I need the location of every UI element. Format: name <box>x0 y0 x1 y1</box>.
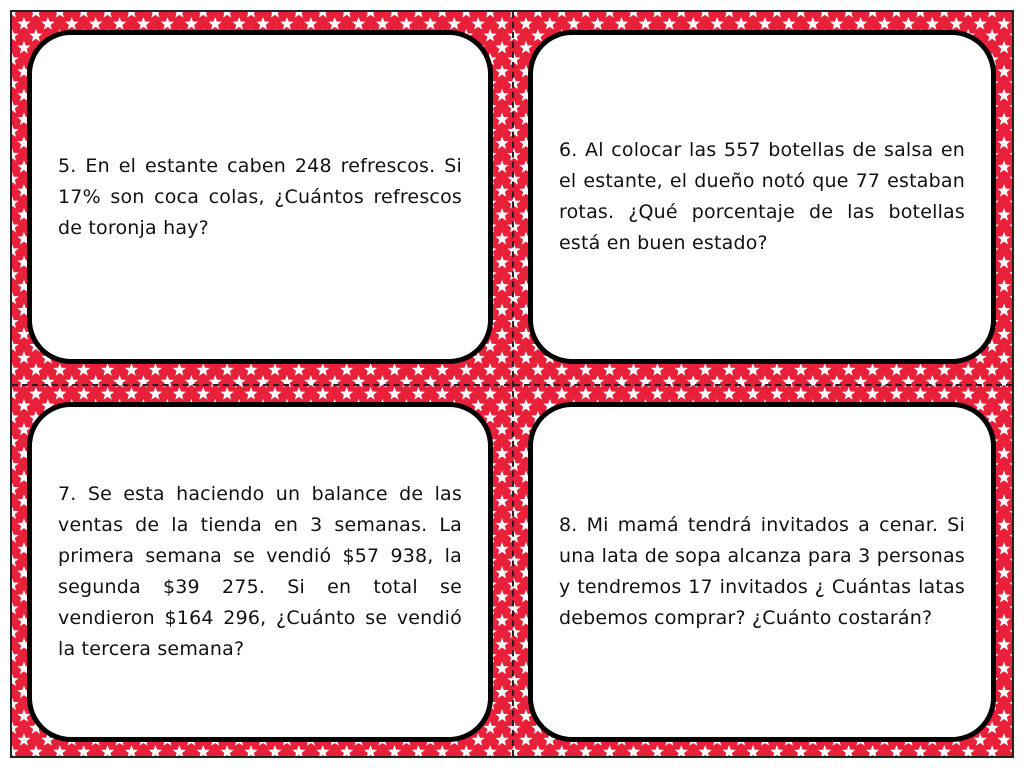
task-card-5 <box>27 30 493 364</box>
task-card-8-text: 8. Mi mamá tendrá invitados a cenar. Si una lata de sopa alcanza para 3 personas y tendremos 17 invitados ¿ Cuántas latas debemos comprar? ¿Cuánto costarán? <box>559 514 965 629</box>
task-card-8 <box>528 402 996 742</box>
task-card-sheet <box>10 10 1014 758</box>
task-card-7-text: 7. Se esta haciendo un balance de las ventas de la tienda en 3 semanas. La primera semana se vendió $57 938, la segunda $39 275. Si en total se vendieron $164 296, ¿Cuánto se vendió la tercera semana? <box>58 483 462 660</box>
task-card-5-text: 5. En el estante caben 248 refrescos. Si 17% son coca colas, ¿Cuántos refrescos de toronja hay? <box>58 154 462 239</box>
horizontal-cut-line <box>12 384 1012 386</box>
task-card-6-text: 6. Al colocar las 557 botellas de salsa en el estante, el dueño notó que 77 estaban rotas. ¿Qué porcentaje de las botellas está en buen estado? <box>559 139 965 254</box>
task-card-7 <box>27 402 493 742</box>
task-card-6 <box>528 30 996 364</box>
